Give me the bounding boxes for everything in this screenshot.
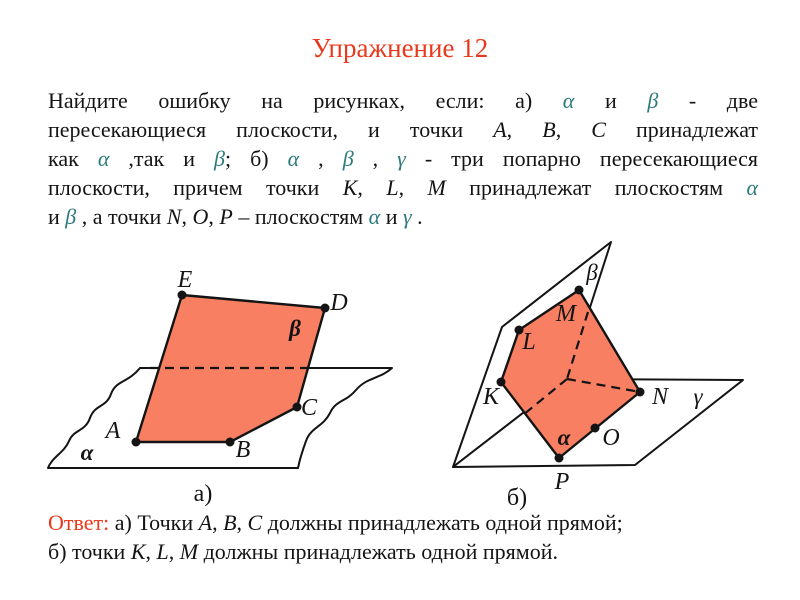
text-segment: N: [166, 204, 182, 229]
text-segment: β: [647, 88, 659, 113]
text-segment: A: [493, 117, 507, 142]
text-segment: L: [386, 175, 399, 200]
plane-label-beta-b: β: [586, 260, 598, 285]
text-segment: .: [411, 204, 423, 229]
text-segment: ,: [236, 510, 248, 535]
plane-label-gamma: γ: [693, 384, 703, 409]
text-segment: – плоскостям: [232, 204, 369, 229]
point-label-N: N: [651, 384, 669, 410]
text-segment: должны принадлежать одной прямой;: [262, 510, 623, 535]
text-segment: ,: [208, 204, 220, 229]
text-segment: ,: [145, 539, 157, 564]
point-label-L: L: [522, 329, 536, 355]
text-segment: ,: [398, 175, 428, 200]
text-segment: ,так и: [109, 146, 214, 171]
problem-line: [48, 86, 758, 115]
figures-canvas: [0, 230, 800, 515]
text-segment: ,: [506, 117, 543, 142]
text-segment: и: [48, 204, 66, 229]
text-segment: β: [342, 146, 354, 171]
point-label-O: O: [602, 425, 620, 451]
point-label-M: M: [556, 301, 576, 327]
text-segment: и: [574, 88, 648, 113]
text-segment: L: [156, 539, 169, 564]
point-label-C: C: [300, 395, 318, 421]
text-segment: B: [223, 510, 237, 535]
text-segment: C: [247, 510, 263, 535]
problem-line: [48, 202, 758, 231]
text-segment: C: [591, 117, 606, 142]
text-segment: ,: [168, 539, 180, 564]
problem-text: [48, 86, 758, 231]
text-segment: M: [179, 539, 199, 564]
problem-line: [48, 144, 758, 173]
text-segment: α: [287, 146, 300, 171]
text-segment: ,: [353, 146, 398, 171]
text-segment: принадлежат плоскостям: [445, 175, 747, 200]
text-segment: ,: [555, 117, 592, 142]
text-segment: - три попарно пересекающиеся: [405, 146, 759, 171]
text-segment: а) Точки: [109, 510, 199, 535]
point-dot-A: [132, 438, 141, 447]
point-label-P: P: [554, 469, 570, 495]
text-segment: β: [214, 146, 225, 171]
plane-label-beta: β: [289, 316, 301, 341]
point-dot-D: [321, 304, 330, 313]
text-segment: Ответ:: [48, 510, 110, 535]
text-segment: γ: [397, 146, 406, 171]
text-segment: A: [198, 510, 213, 535]
point-label-D: D: [330, 290, 348, 316]
figure-b: [453, 242, 743, 511]
text-segment: должны принадлежать одной прямой.: [198, 539, 558, 564]
text-segment: β: [65, 204, 77, 229]
text-segment: γ: [403, 204, 412, 229]
text-segment: ,: [299, 146, 343, 171]
text-segment: как: [48, 146, 98, 171]
figure-a-caption: а): [193, 481, 213, 507]
figure-a: [48, 267, 392, 507]
answer-line: [48, 508, 778, 537]
point-dot-N: [636, 388, 645, 397]
answer-line: [48, 537, 778, 566]
text-segment: ; б): [224, 146, 288, 171]
text-segment: ,: [212, 510, 224, 535]
text-segment: принадлежат: [605, 117, 759, 142]
point-dot-P: [555, 454, 564, 463]
text-segment: б) точки: [48, 539, 131, 564]
text-segment: α: [562, 88, 575, 113]
text-segment: плоскости, причем точки: [48, 175, 343, 200]
text-segment: и: [380, 204, 403, 229]
plane-label-alpha: α: [80, 440, 94, 465]
point-label-E: E: [177, 267, 193, 293]
text-segment: B: [542, 117, 556, 142]
text-segment: ,: [181, 204, 193, 229]
point-dot-B: [226, 438, 235, 447]
point-label-A: A: [105, 418, 121, 444]
text-segment: ,: [357, 175, 387, 200]
text-segment: K: [130, 539, 146, 564]
point-dot-O: [591, 424, 600, 433]
plane-label-alpha-b: α: [557, 425, 571, 450]
slide-title: Упражнение 12: [311, 33, 489, 63]
text-segment: α: [746, 175, 759, 200]
problem-line: [48, 115, 758, 144]
text-segment: , а точки: [76, 204, 167, 229]
point-label-B: B: [235, 437, 251, 463]
text-segment: P: [219, 204, 233, 229]
problem-line: [48, 173, 758, 202]
text-segment: M: [427, 175, 446, 200]
point-label-K: K: [482, 384, 500, 410]
figure-b-caption: б): [506, 485, 528, 511]
point-dot-M: [575, 286, 584, 295]
answer-text: [48, 508, 778, 566]
text-segment: - две: [658, 88, 758, 113]
text-segment: α: [97, 146, 110, 171]
text-segment: пересекающиеся плоскости, и точки: [48, 117, 494, 142]
text-segment: α: [368, 204, 381, 229]
text-segment: K: [342, 175, 358, 200]
text-segment: O: [192, 204, 209, 229]
text-segment: Найдите ошибку на рисунках, если: а): [48, 88, 563, 113]
